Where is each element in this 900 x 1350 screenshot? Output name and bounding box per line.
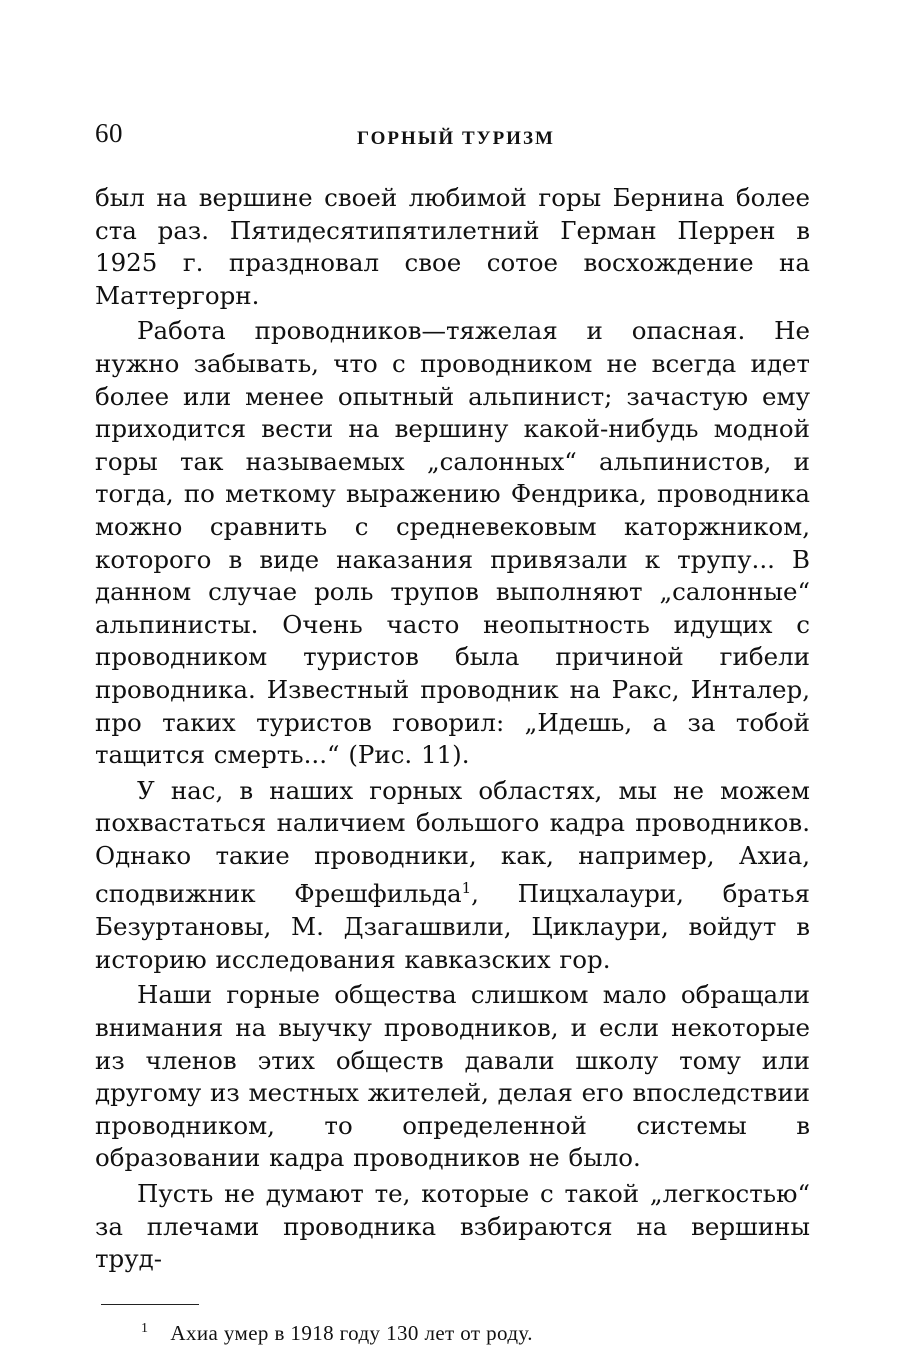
paragraph-text-part: У нас, в наших горных областях, мы не можем похвастаться наличием большого кадра проводников. Однако такие проводники, как, например, Ахиа, сподвижник Фрешфильда bbox=[95, 775, 810, 909]
footnote-reference: 1 bbox=[461, 879, 472, 898]
running-head bbox=[95, 118, 810, 158]
paragraph-continuation: был на вершине своей любимой горы Бернина более ста раз. Пятидесятипятилетний Герман Перрен в 1925 г. праздновал свое сотое восхождение на Маттергорн. bbox=[95, 183, 810, 310]
footnote-mark: 1 bbox=[141, 1320, 149, 1336]
book-page bbox=[95, 118, 810, 1346]
footnote-text: Ахиа умер в 1918 году 130 лет от роду. bbox=[170, 1320, 533, 1345]
page-number: 60 bbox=[95, 118, 123, 148]
paragraph-caucasus-guides bbox=[95, 775, 810, 977]
body-text bbox=[95, 182, 810, 1276]
paragraph-guides-work: Работа проводников—тяжелая и опасная. Не нужно забывать, что с проводником не всегда идет более или менее опытный альпинист; зачастую ему приходится вести на вершину какой-нибудь модной горы так называемых „салонных“ альпинистов, и тогда, по меткому выражению Фендрика, проводника можно сравнить с средневековым каторжником, которого в виде наказания привязали к трупу... В данном случае роль трупов выполняют „салонные“ альпинисты. Очень часто неопытность идущих с проводником туристов была причиной гибели проводника. Известный проводник на Ракс, Инталер, про таких туристов говорил: „Идешь, а за тобой тащится смерть...“ (Рис. 11). bbox=[95, 316, 810, 770]
paragraph-mountain-societies: Наши горные общества слишком мало обращали внимания на выучку проводников, и если некоторые из членов этих обществ давали школу тому или другому из местных жителей, делая его впоследствии проводником, то определенной системы в образовании кадра проводников не было. bbox=[95, 980, 811, 1173]
chapter-title: ГОРНЫЙ ТУРИЗМ bbox=[357, 128, 555, 149]
footnote bbox=[141, 1321, 810, 1346]
paragraph-text-part: , Пицхалаури, братья Безуртановы, М. Дзагашвили, Циклаури, войдут в историю исследования кавказских гор. bbox=[95, 879, 811, 974]
paragraph-final: Пусть не думают те, которые с такой „легкостью“ за плечами проводника взбираются на вершины труд- bbox=[95, 1178, 810, 1274]
footnote-divider bbox=[101, 1304, 199, 1305]
